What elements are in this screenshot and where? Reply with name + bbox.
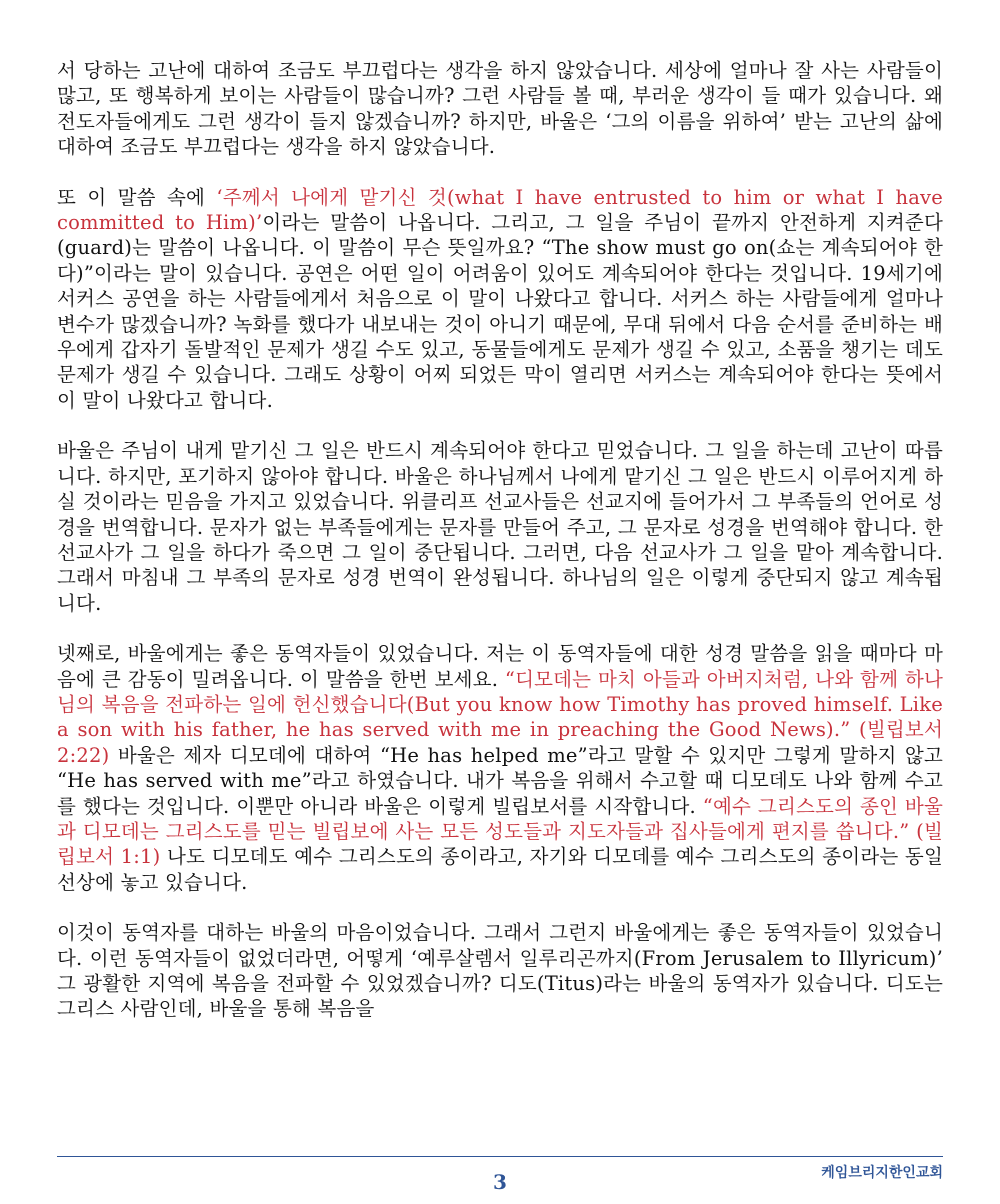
footer-divider <box>57 1156 943 1157</box>
paragraph <box>57 438 943 616</box>
page-number: 3 <box>493 1170 507 1194</box>
paragraph-text: 넷째로, 바울에게는 좋은 동역자들이 있었습니다. 저는 이 동역자들에 대한 성경 말씀을 읽을 때마다 마음에 큰 감동이 밀려옵니다. 이 말씀을 한번 보세요. <box>57 642 943 691</box>
sermon-body <box>57 58 943 1047</box>
scripture-quote: “디모데는 마치 아들과 아버지처럼, 나와 함께 하나님의 복음을 전파하는 일에 헌신했습니다(But you know how Timothy has proved himself. Like a son with his father, he has served with me in preaching the Good News).” (빌립보서 2:22) <box>57 667 943 767</box>
paragraph-text: 서 당하는 고난에 대하여 조금도 부끄럽다는 생각을 하지 않았습니다. 세상에 얼마나 잘 사는 사람들이 많고, 또 행복하게 보이는 사람들이 많습니까? 그런 사람들 볼 때, 부러운 생각이 들 때가 있습니다. 왜 전도자들에게도 그런 생각이 들지 않겠습니까? 하지만, 바울은 ‘그의 이름을 위하여’ 받는 고난의 삶에 대하여 조금도 부끄럽다는 생각을 하지 않았습니다. <box>57 59 943 159</box>
paragraph-text: 나도 디모데도 예수 그리스도의 종이라고, 자기와 디모데를 예수 그리스도의 종이라는 동일 선상에 놓고 있습니다. <box>57 845 943 894</box>
paragraph-text: 이라는 말씀이 나옵니다. 그리고, 그 일을 주님이 끝까지 안전하게 지켜준다(guard)는 말씀이 나옵니다. 이 말씀이 무슨 뜻일까요? “The show must go on(쇼는 계속되어야 한다)”이라는 말이 있습니다. 공연은 어떤 일이 어려움이 있어도 계속되어야 한다는 것입니다. 19세기에 서커스 공연을 하는 사람들에게서 처음으로 이 말이 나왔다고 합니다. 서커스 하는 사람들에게 얼마나 변수가 많겠습니까? 녹화를 했다가 내보내는 것이 아니기 때문에, 무대 뒤에서 다음 순서를 준비하는 배우에게 갑자기 돌발적인 문제가 생길 수도 있고, 동물들에게도 문제가 생길 수 있고, 소품을 챙기는 데도 문제가 생길 수 있습니다. 그래도 상황이 어찌 되었든 막이 열리면 서커스는 계속되어야 한다는 뜻에서 이 말이 나왔다고 합니다. <box>57 211 944 412</box>
paragraph <box>57 58 943 160</box>
paragraph-text: 바울은 제자 디모데에 대하여 “He has helped me”라고 말할 수 있지만 그렇게 말하지 않고 “He has served with me”라고 하였습니다. 내가 복음을 위해서 수고할 때 디모데도 나와 함께 수고를 했다는 것입니다. 이뿐만 아니라 바울은 이렇게 빌립보서를 시작합니다. <box>57 743 943 818</box>
paragraph-text: 이것이 동역자를 대하는 바울의 마음이었습니다. 그래서 그런지 바울에게는 좋은 동역자들이 있었습니다. 이런 동역자들이 없었더라면, 어떻게 ‘예루살렘서 일루리곤까지(From Jerusalem to Illyricum)’ 그 광활한 지역에 복음을 전파할 수 있었겠습니까? 디도(Titus)라는 바울의 동역자가 있습니다. 디도는 그리스 사람인데, 바울을 통해 복음을 <box>57 921 943 1021</box>
scripture-quote: ‘주께서 나에게 맡기신 것(what I have entrusted to him or what I have committed to Him)’ <box>57 185 943 235</box>
paragraph <box>57 920 943 1022</box>
paragraph-text: 바울은 주님이 내게 맡기신 그 일은 반드시 계속되어야 한다고 믿었습니다. 그 일을 하는데 고난이 따릅니다. 하지만, 포기하지 않아야 합니다. 바울은 하나님께서 나에게 맡기신 그 일은 반드시 이루어지게 하실 것이라는 믿음을 가지고 있었습니다. 위클리프 선교사들은 선교지에 들어가서 그 부족들의 언어로 성경을 번역합니다. 문자가 없는 부족들에게는 문자를 만들어 주고, 그 문자로 성경을 번역해야 합니다. 한 선교사가 그 일을 하다가 죽으면 그 일이 중단됩니다. 그러면, 다음 선교사가 그 일을 맡아 계속합니다. 그래서 마침내 그 부족의 문자로 성경 번역이 완성됩니다. 하나님의 일은 이렇게 중단되지 않고 계속됩니다. <box>57 439 943 615</box>
church-name: 케임브리지한인교회 <box>821 1165 943 1181</box>
scripture-quote: “예수 그리스도의 종인 바울과 디모데는 그리스도를 믿는 빌립보에 사는 모든 성도들과 지도자들과 집사들에게 편지를 씁니다.” (빌립보서 1:1) <box>57 794 943 869</box>
paragraph <box>57 641 943 895</box>
paragraph-text: 또 이 말씀 속에 <box>57 185 217 209</box>
paragraph <box>57 185 943 414</box>
